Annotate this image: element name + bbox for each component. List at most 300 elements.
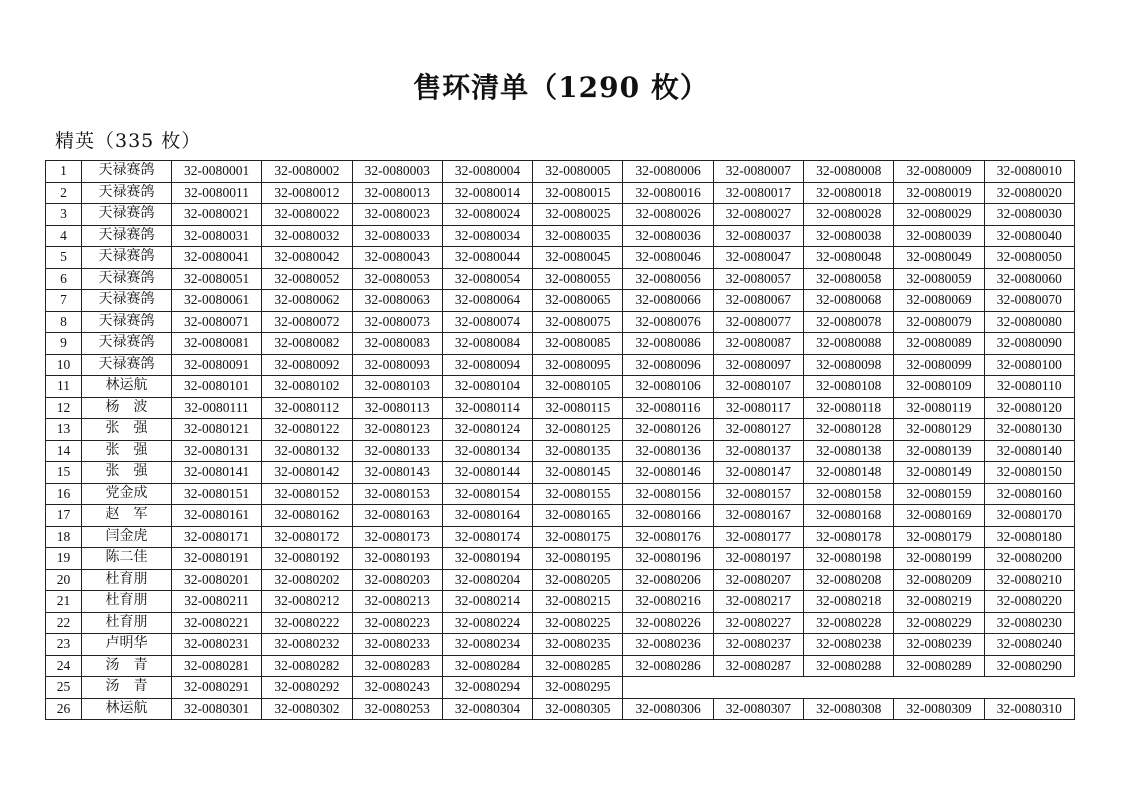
ring-number-cell: 32-0080138 (804, 440, 894, 462)
ring-number-cell: 32-0080074 (442, 311, 532, 333)
row-number-cell: 20 (46, 569, 82, 591)
ring-number-cell: 32-0080234 (442, 634, 532, 656)
ring-number-cell: 32-0080105 (533, 376, 623, 398)
row-number-cell: 16 (46, 483, 82, 505)
ring-number-cell: 32-0080157 (713, 483, 803, 505)
owner-cell: 陈二佳 (82, 548, 172, 570)
ring-number-cell: 32-0080161 (172, 505, 262, 527)
ring-number-cell: 32-0080107 (713, 376, 803, 398)
ring-number-cell: 32-0080101 (172, 376, 262, 398)
ring-number-cell: 32-0080022 (262, 204, 352, 226)
ring-number-cell: 32-0080173 (352, 526, 442, 548)
ring-number-cell: 32-0080023 (352, 204, 442, 226)
owner-cell: 林运航 (82, 698, 172, 720)
ring-number-cell: 32-0080067 (713, 290, 803, 312)
row-number-cell: 7 (46, 290, 82, 312)
row-number-cell: 10 (46, 354, 82, 376)
ring-number-cell: 32-0080091 (172, 354, 262, 376)
ring-number-cell: 32-0080201 (172, 569, 262, 591)
table-row (46, 440, 1075, 462)
ring-number-cell: 32-0080203 (352, 569, 442, 591)
ring-number-cell: 32-0080044 (442, 247, 532, 269)
ring-number-cell: 32-0080003 (352, 161, 442, 183)
ring-number-cell: 32-0080304 (442, 698, 532, 720)
ring-number-cell: 32-0080095 (533, 354, 623, 376)
ring-number-cell: 32-0080308 (804, 698, 894, 720)
ring-number-cell: 32-0080055 (533, 268, 623, 290)
ring-number-cell: 32-0080079 (894, 311, 984, 333)
row-number-cell: 19 (46, 548, 82, 570)
owner-cell: 天禄赛鸽 (82, 204, 172, 226)
ring-number-cell: 32-0080163 (352, 505, 442, 527)
ring-number-cell: 32-0080027 (713, 204, 803, 226)
table-row (46, 612, 1075, 634)
ring-number-cell: 32-0080302 (262, 698, 352, 720)
ring-number-cell: 32-0080131 (172, 440, 262, 462)
ring-number-cell: 32-0080291 (172, 677, 262, 699)
ring-number-cell: 32-0080174 (442, 526, 532, 548)
ring-number-cell: 32-0080062 (262, 290, 352, 312)
ring-number-cell: 32-0080143 (352, 462, 442, 484)
ring-number-cell: 32-0080151 (172, 483, 262, 505)
ring-number-cell: 32-0080123 (352, 419, 442, 441)
ring-number-cell: 32-0080100 (984, 354, 1074, 376)
owner-cell: 天禄赛鸽 (82, 182, 172, 204)
ring-number-cell: 32-0080007 (713, 161, 803, 183)
ring-number-cell: 32-0080018 (804, 182, 894, 204)
ring-number-cell: 32-0080019 (894, 182, 984, 204)
ring-number-cell: 32-0080086 (623, 333, 713, 355)
ring-number-cell: 32-0080065 (533, 290, 623, 312)
owner-cell: 杨 波 (82, 397, 172, 419)
ring-number-cell: 32-0080295 (533, 677, 623, 699)
ring-number-cell: 32-0080229 (894, 612, 984, 634)
owner-cell: 天禄赛鸽 (82, 333, 172, 355)
ring-number-cell: 32-0080061 (172, 290, 262, 312)
ring-number-cell: 32-0080057 (713, 268, 803, 290)
ring-number-cell: 32-0080068 (804, 290, 894, 312)
table-row (46, 655, 1075, 677)
ring-number-cell: 32-0080127 (713, 419, 803, 441)
ring-number-cell: 32-0080024 (442, 204, 532, 226)
ring-number-cell: 32-0080202 (262, 569, 352, 591)
row-number-cell: 12 (46, 397, 82, 419)
ring-number-cell: 32-0080219 (894, 591, 984, 613)
ring-number-cell: 32-0080236 (623, 634, 713, 656)
ring-number-cell: 32-0080114 (442, 397, 532, 419)
row-number-cell: 25 (46, 677, 82, 699)
ring-number-cell: 32-0080135 (533, 440, 623, 462)
ring-number-cell: 32-0080012 (262, 182, 352, 204)
owner-cell: 杜育朋 (82, 591, 172, 613)
ring-list-body (46, 161, 1075, 720)
ring-number-cell: 32-0080017 (713, 182, 803, 204)
ring-number-cell: 32-0080213 (352, 591, 442, 613)
ring-number-cell: 32-0080136 (623, 440, 713, 462)
ring-number-cell: 32-0080052 (262, 268, 352, 290)
ring-number-cell: 32-0080001 (172, 161, 262, 183)
ring-number-cell: 32-0080198 (804, 548, 894, 570)
ring-number-cell: 32-0080030 (984, 204, 1074, 226)
owner-cell: 杜育朋 (82, 569, 172, 591)
ring-number-cell: 32-0080292 (262, 677, 352, 699)
table-row (46, 462, 1075, 484)
ring-number-cell: 32-0080179 (894, 526, 984, 548)
ring-number-cell: 32-0080108 (804, 376, 894, 398)
ring-number-cell: 32-0080021 (172, 204, 262, 226)
ring-number-cell: 32-0080112 (262, 397, 352, 419)
ring-number-cell: 32-0080049 (894, 247, 984, 269)
ring-number-cell: 32-0080130 (984, 419, 1074, 441)
ring-number-cell: 32-0080153 (352, 483, 442, 505)
table-row (46, 204, 1075, 226)
ring-number-cell: 32-0080039 (894, 225, 984, 247)
ring-number-cell: 32-0080165 (533, 505, 623, 527)
row-number-cell: 15 (46, 462, 82, 484)
ring-number-cell: 32-0080082 (262, 333, 352, 355)
owner-cell: 天禄赛鸽 (82, 161, 172, 183)
ring-number-cell: 32-0080169 (894, 505, 984, 527)
ring-number-cell: 32-0080102 (262, 376, 352, 398)
ring-number-cell: 32-0080104 (442, 376, 532, 398)
ring-number-cell: 32-0080081 (172, 333, 262, 355)
row-number-cell: 6 (46, 268, 82, 290)
ring-number-cell: 32-0080147 (713, 462, 803, 484)
row-number-cell: 4 (46, 225, 82, 247)
ring-number-cell: 32-0080166 (623, 505, 713, 527)
ring-number-cell: 32-0080077 (713, 311, 803, 333)
ring-number-cell: 32-0080008 (804, 161, 894, 183)
ring-number-cell: 32-0080139 (894, 440, 984, 462)
page-title: 售环清单（1290 枚） (413, 71, 709, 104)
ring-number-cell: 32-0080092 (262, 354, 352, 376)
ring-number-cell: 32-0080141 (172, 462, 262, 484)
ring-list-table (45, 160, 1075, 720)
owner-cell: 天禄赛鸽 (82, 268, 172, 290)
ring-number-cell: 32-0080239 (894, 634, 984, 656)
ring-number-cell: 32-0080152 (262, 483, 352, 505)
row-number-cell: 17 (46, 505, 82, 527)
ring-number-cell: 32-0080148 (804, 462, 894, 484)
owner-cell: 党金成 (82, 483, 172, 505)
ring-number-cell: 32-0080090 (984, 333, 1074, 355)
ring-number-cell: 32-0080221 (172, 612, 262, 634)
ring-number-cell: 32-0080125 (533, 419, 623, 441)
row-number-cell: 26 (46, 698, 82, 720)
ring-number-cell: 32-0080126 (623, 419, 713, 441)
ring-number-cell: 32-0080129 (894, 419, 984, 441)
ring-number-cell: 32-0080133 (352, 440, 442, 462)
table-row (46, 634, 1075, 656)
empty-cell (804, 677, 894, 699)
ring-number-cell: 32-0080117 (713, 397, 803, 419)
ring-number-cell: 32-0080116 (623, 397, 713, 419)
ring-number-cell: 32-0080080 (984, 311, 1074, 333)
ring-number-cell: 32-0080285 (533, 655, 623, 677)
row-number-cell: 22 (46, 612, 82, 634)
ring-number-cell: 32-0080059 (894, 268, 984, 290)
ring-number-cell: 32-0080217 (713, 591, 803, 613)
ring-number-cell: 32-0080287 (713, 655, 803, 677)
ring-number-cell: 32-0080014 (442, 182, 532, 204)
row-number-cell: 21 (46, 591, 82, 613)
ring-number-cell: 32-0080120 (984, 397, 1074, 419)
ring-number-cell: 32-0080016 (623, 182, 713, 204)
ring-number-cell: 32-0080284 (442, 655, 532, 677)
ring-number-cell: 32-0080122 (262, 419, 352, 441)
ring-number-cell: 32-0080128 (804, 419, 894, 441)
ring-number-cell: 32-0080142 (262, 462, 352, 484)
ring-number-cell: 32-0080145 (533, 462, 623, 484)
ring-number-cell: 32-0080154 (442, 483, 532, 505)
ring-number-cell: 32-0080137 (713, 440, 803, 462)
table-row (46, 376, 1075, 398)
row-number-cell: 14 (46, 440, 82, 462)
ring-number-cell: 32-0080033 (352, 225, 442, 247)
row-number-cell: 3 (46, 204, 82, 226)
ring-number-cell: 32-0080176 (623, 526, 713, 548)
ring-number-cell: 32-0080073 (352, 311, 442, 333)
table-row (46, 161, 1075, 183)
ring-number-cell: 32-0080205 (533, 569, 623, 591)
table-row (46, 677, 1075, 699)
ring-number-cell: 32-0080040 (984, 225, 1074, 247)
owner-cell: 汤 青 (82, 677, 172, 699)
ring-number-cell: 32-0080093 (352, 354, 442, 376)
ring-number-cell: 32-0080204 (442, 569, 532, 591)
ring-number-cell: 32-0080094 (442, 354, 532, 376)
table-row (46, 290, 1075, 312)
row-number-cell: 18 (46, 526, 82, 548)
ring-number-cell: 32-0080159 (894, 483, 984, 505)
ring-number-cell: 32-0080075 (533, 311, 623, 333)
ring-number-cell: 32-0080228 (804, 612, 894, 634)
row-number-cell: 23 (46, 634, 82, 656)
ring-number-cell: 32-0080085 (533, 333, 623, 355)
ring-number-cell: 32-0080026 (623, 204, 713, 226)
ring-number-cell: 32-0080162 (262, 505, 352, 527)
ring-number-cell: 32-0080305 (533, 698, 623, 720)
ring-number-cell: 32-0080072 (262, 311, 352, 333)
ring-number-cell: 32-0080005 (533, 161, 623, 183)
ring-number-cell: 32-0080281 (172, 655, 262, 677)
ring-number-cell: 32-0080218 (804, 591, 894, 613)
ring-number-cell: 32-0080171 (172, 526, 262, 548)
ring-number-cell: 32-0080029 (894, 204, 984, 226)
ring-number-cell: 32-0080048 (804, 247, 894, 269)
ring-number-cell: 32-0080290 (984, 655, 1074, 677)
ring-number-cell: 32-0080106 (623, 376, 713, 398)
ring-number-cell: 32-0080215 (533, 591, 623, 613)
owner-cell: 天禄赛鸽 (82, 354, 172, 376)
ring-number-cell: 32-0080155 (533, 483, 623, 505)
ring-number-cell: 32-0080231 (172, 634, 262, 656)
row-number-cell: 11 (46, 376, 82, 398)
table-row (46, 483, 1075, 505)
ring-number-cell: 32-0080146 (623, 462, 713, 484)
owner-cell: 张 强 (82, 440, 172, 462)
ring-number-cell: 32-0080071 (172, 311, 262, 333)
table-row (46, 569, 1075, 591)
empty-cell (713, 677, 803, 699)
ring-number-cell: 32-0080064 (442, 290, 532, 312)
row-number-cell: 2 (46, 182, 82, 204)
ring-number-cell: 32-0080167 (713, 505, 803, 527)
ring-number-cell: 32-0080150 (984, 462, 1074, 484)
owner-cell: 天禄赛鸽 (82, 290, 172, 312)
owner-cell: 林运航 (82, 376, 172, 398)
ring-number-cell: 32-0080283 (352, 655, 442, 677)
ring-number-cell: 32-0080164 (442, 505, 532, 527)
ring-number-cell: 32-0080041 (172, 247, 262, 269)
ring-number-cell: 32-0080037 (713, 225, 803, 247)
row-number-cell: 5 (46, 247, 82, 269)
ring-number-cell: 32-0080031 (172, 225, 262, 247)
ring-number-cell: 32-0080180 (984, 526, 1074, 548)
ring-number-cell: 32-0080200 (984, 548, 1074, 570)
empty-cell (984, 677, 1074, 699)
ring-number-cell: 32-0080149 (894, 462, 984, 484)
table-row (46, 548, 1075, 570)
ring-number-cell: 32-0080118 (804, 397, 894, 419)
ring-number-cell: 32-0080207 (713, 569, 803, 591)
ring-number-cell: 32-0080199 (894, 548, 984, 570)
ring-number-cell: 32-0080113 (352, 397, 442, 419)
ring-number-cell: 32-0080009 (894, 161, 984, 183)
ring-number-cell: 32-0080170 (984, 505, 1074, 527)
ring-number-cell: 32-0080197 (713, 548, 803, 570)
ring-number-cell: 32-0080066 (623, 290, 713, 312)
ring-number-cell: 32-0080013 (352, 182, 442, 204)
ring-number-cell: 32-0080010 (984, 161, 1074, 183)
empty-cell (894, 677, 984, 699)
ring-number-cell: 32-0080006 (623, 161, 713, 183)
row-number-cell: 13 (46, 419, 82, 441)
ring-number-cell: 32-0080103 (352, 376, 442, 398)
ring-number-cell: 32-0080225 (533, 612, 623, 634)
owner-cell: 张 强 (82, 419, 172, 441)
ring-number-cell: 32-0080214 (442, 591, 532, 613)
ring-number-cell: 32-0080156 (623, 483, 713, 505)
table-row (46, 698, 1075, 720)
ring-number-cell: 32-0080043 (352, 247, 442, 269)
ring-number-cell: 32-0080011 (172, 182, 262, 204)
ring-number-cell: 32-0080047 (713, 247, 803, 269)
table-row (46, 182, 1075, 204)
ring-number-cell: 32-0080002 (262, 161, 352, 183)
ring-number-cell: 32-0080060 (984, 268, 1074, 290)
table-row (46, 225, 1075, 247)
row-number-cell: 1 (46, 161, 82, 183)
ring-number-cell: 32-0080038 (804, 225, 894, 247)
ring-number-cell: 32-0080078 (804, 311, 894, 333)
ring-number-cell: 32-0080224 (442, 612, 532, 634)
ring-number-cell: 32-0080158 (804, 483, 894, 505)
owner-cell: 汤 青 (82, 655, 172, 677)
ring-number-cell: 32-0080124 (442, 419, 532, 441)
ring-number-cell: 32-0080099 (894, 354, 984, 376)
ring-number-cell: 32-0080223 (352, 612, 442, 634)
ring-number-cell: 32-0080004 (442, 161, 532, 183)
ring-number-cell: 32-0080208 (804, 569, 894, 591)
ring-number-cell: 32-0080069 (894, 290, 984, 312)
ring-number-cell: 32-0080194 (442, 548, 532, 570)
table-row (46, 419, 1075, 441)
ring-number-cell: 32-0080050 (984, 247, 1074, 269)
ring-number-cell: 32-0080046 (623, 247, 713, 269)
table-row (46, 311, 1075, 333)
ring-number-cell: 32-0080056 (623, 268, 713, 290)
row-number-cell: 8 (46, 311, 82, 333)
ring-number-cell: 32-0080288 (804, 655, 894, 677)
ring-number-cell: 32-0080070 (984, 290, 1074, 312)
ring-number-cell: 32-0080282 (262, 655, 352, 677)
ring-number-cell: 32-0080196 (623, 548, 713, 570)
owner-cell: 天禄赛鸽 (82, 225, 172, 247)
ring-number-cell: 32-0080235 (533, 634, 623, 656)
ring-number-cell: 32-0080253 (352, 698, 442, 720)
ring-number-cell: 32-0080110 (984, 376, 1074, 398)
ring-number-cell: 32-0080119 (894, 397, 984, 419)
owner-cell: 闫金虎 (82, 526, 172, 548)
ring-number-cell: 32-0080084 (442, 333, 532, 355)
ring-number-cell: 32-0080195 (533, 548, 623, 570)
ring-number-cell: 32-0080306 (623, 698, 713, 720)
ring-number-cell: 32-0080238 (804, 634, 894, 656)
table-row (46, 397, 1075, 419)
ring-number-cell: 32-0080036 (623, 225, 713, 247)
owner-cell: 天禄赛鸽 (82, 311, 172, 333)
table-row (46, 354, 1075, 376)
ring-number-cell: 32-0080111 (172, 397, 262, 419)
ring-number-cell: 32-0080096 (623, 354, 713, 376)
ring-number-cell: 32-0080226 (623, 612, 713, 634)
ring-number-cell: 32-0080045 (533, 247, 623, 269)
ring-number-cell: 32-0080193 (352, 548, 442, 570)
ring-number-cell: 32-0080220 (984, 591, 1074, 613)
ring-number-cell: 32-0080177 (713, 526, 803, 548)
ring-number-cell: 32-0080222 (262, 612, 352, 634)
table-row (46, 333, 1075, 355)
ring-number-cell: 32-0080301 (172, 698, 262, 720)
ring-number-cell: 32-0080098 (804, 354, 894, 376)
ring-number-cell: 32-0080210 (984, 569, 1074, 591)
ring-number-cell: 32-0080209 (894, 569, 984, 591)
ring-number-cell: 32-0080042 (262, 247, 352, 269)
table-row (46, 268, 1075, 290)
table-row (46, 526, 1075, 548)
ring-number-cell: 32-0080076 (623, 311, 713, 333)
section-heading: 精英（335 枚） (55, 130, 202, 152)
ring-number-cell: 32-0080233 (352, 634, 442, 656)
ring-number-cell: 32-0080243 (352, 677, 442, 699)
ring-number-cell: 32-0080309 (894, 698, 984, 720)
ring-number-cell: 32-0080054 (442, 268, 532, 290)
ring-number-cell: 32-0080289 (894, 655, 984, 677)
ring-number-cell: 32-0080058 (804, 268, 894, 290)
owner-cell: 杜育朋 (82, 612, 172, 634)
ring-number-cell: 32-0080307 (713, 698, 803, 720)
table-row (46, 247, 1075, 269)
ring-number-cell: 32-0080063 (352, 290, 442, 312)
owner-cell: 赵 军 (82, 505, 172, 527)
ring-number-cell: 32-0080089 (894, 333, 984, 355)
ring-number-cell: 32-0080121 (172, 419, 262, 441)
ring-number-cell: 32-0080237 (713, 634, 803, 656)
ring-number-cell: 32-0080097 (713, 354, 803, 376)
ring-number-cell: 32-0080134 (442, 440, 532, 462)
ring-number-cell: 32-0080144 (442, 462, 532, 484)
